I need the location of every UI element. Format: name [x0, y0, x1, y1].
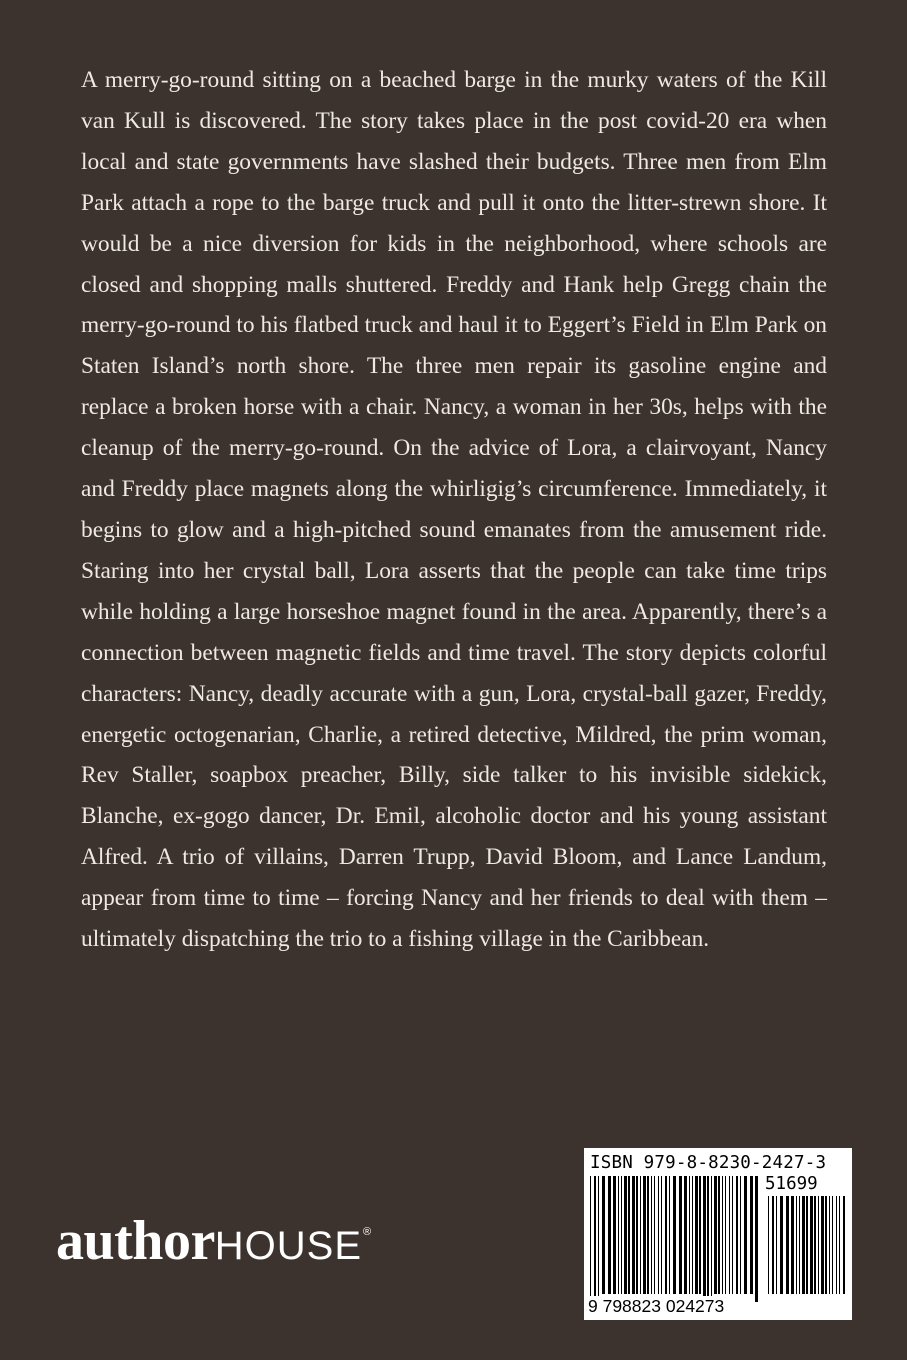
- barcode-bar: [632, 1176, 635, 1294]
- barcode-bar: [658, 1176, 659, 1294]
- barcode-bar: [843, 1196, 845, 1294]
- barcode-bar: [806, 1196, 808, 1294]
- barcode-bar: [590, 1176, 591, 1302]
- barcode-bar: [799, 1196, 800, 1294]
- barcode-bar: [643, 1176, 646, 1294]
- barcode-bar: [684, 1176, 687, 1294]
- barcode-bar: [722, 1176, 723, 1294]
- barcode-bar: [602, 1176, 605, 1294]
- barcode-bar: [647, 1176, 649, 1294]
- barcode-bar: [699, 1176, 701, 1294]
- barcode-bar: [750, 1176, 753, 1294]
- barcode-bar: [711, 1176, 712, 1302]
- barcode-bar: [665, 1176, 667, 1294]
- barcode-bar: [703, 1176, 706, 1302]
- barcode-bar: [618, 1176, 619, 1294]
- publisher-logo: [56, 1210, 372, 1272]
- barcode-bar: [818, 1196, 819, 1294]
- barcode-bar: [810, 1196, 813, 1294]
- barcode-bar: [695, 1176, 698, 1294]
- barcode-bar: [829, 1196, 830, 1294]
- barcode-bar: [651, 1176, 652, 1294]
- barcode-bar: [740, 1176, 741, 1294]
- barcode-bar: [744, 1176, 747, 1294]
- barcode-bar: [692, 1176, 693, 1294]
- publisher-logo-author: author: [56, 1210, 215, 1272]
- barcode-digits: 9 798823 024273: [588, 1296, 725, 1316]
- back-cover-blurb: A merry-go-round sitting on a beached barge in the murky waters of the Kill van Kull is discovered. The story takes place in the post covid-20 era when local and state governments have slashed their budgets. Three men from Elm Park attach a rope to the barge truck and pull it onto the litter-strewn shore. It would be a nice diversion for kids in the neighborhood, where schools are closed and shopping malls shuttered. Freddy and Hank help Gregg chain the merry-go-round to his flatbed truck and haul it to Eggert’s Field in Elm Park on Staten Island’s north shore. The three men repair its gasoline engine and replace a broken horse with a chair. Nancy, a woman in her 30s, helps with the cleanup of the merry-go-round. On the advice of Lora, a clairvoyant, Nancy and Freddy place magnets along the whirligig’s circumference. Immediately, it begins to glow and a high-pitched sound emanates from the amusement ride. Staring into her crystal ball, Lora asserts that the people can take time trips while holding a large horseshoe magnet found in the area. Apparently, there’s a connection between magnetic fields and time travel. The story depicts colorful characters: Nancy, deadly accurate with a gun, Lora, crystal-ball gazer, Freddy, energetic octogenarian, Charlie, a retired detective, Mildred, the prim woman, Rev Staller, soapbox preacher, Billy, side talker to his invisible sidekick, Blanche, ex-gogo dancer, Dr. Emil, alcoholic doctor and his young assistant Alfred. A trio of villains, Darren Trupp, David Bloom, and Lance Landum, appear from time to time – forcing Nancy and her friends to deal with them –ultimately dispatching the trio to a fishing village in the Caribbean.: [81, 67, 827, 953]
- barcode-bar: [661, 1176, 662, 1294]
- barcode-bar: [707, 1176, 709, 1302]
- barcode-bar: [654, 1176, 655, 1294]
- barcode-bar: [689, 1176, 690, 1294]
- barcode-bar: [832, 1196, 833, 1294]
- barcode-bar: [673, 1176, 676, 1294]
- barcode-bar: [755, 1176, 758, 1302]
- barcode-bar: [628, 1176, 630, 1294]
- barcode-bar: [736, 1176, 738, 1294]
- barcode-bar: [836, 1196, 837, 1294]
- publisher-logo-house: HOUSE: [214, 1224, 363, 1268]
- isbn-barcode-panel: [584, 1148, 852, 1320]
- barcode-bar: [772, 1196, 774, 1294]
- barcode-bar: [821, 1196, 824, 1294]
- barcode-bar: [613, 1176, 616, 1294]
- barcode-bar: [636, 1176, 638, 1294]
- barcode-bar: [796, 1196, 797, 1294]
- barcode-bar: [718, 1176, 720, 1294]
- barcode-bar: [786, 1196, 789, 1294]
- barcode-bar: [725, 1176, 726, 1294]
- barcode-bar: [640, 1176, 641, 1294]
- barcode-bar: [608, 1176, 611, 1294]
- barcode-bar: [802, 1196, 805, 1294]
- barcode-bar: [814, 1196, 816, 1294]
- barcode-bar: [839, 1196, 840, 1294]
- barcode-bar: [825, 1196, 827, 1294]
- isbn-label: ISBN 979-8-8230-2427-3: [590, 1153, 827, 1173]
- barcode-bars: [584, 1148, 852, 1320]
- barcode-bar: [768, 1196, 769, 1294]
- barcode-bar: [780, 1196, 783, 1294]
- barcode-bar: [624, 1176, 627, 1294]
- barcode-bar: [679, 1176, 682, 1294]
- barcode-bar: [598, 1176, 599, 1302]
- barcode-bar: [791, 1196, 794, 1294]
- barcode-bar: [669, 1176, 670, 1294]
- registered-trademark-mark: ®: [363, 1226, 372, 1238]
- barcode-bar: [594, 1176, 596, 1302]
- barcode-bar: [776, 1196, 777, 1294]
- barcode-bar: [621, 1176, 622, 1294]
- barcode-bar: [714, 1176, 717, 1294]
- price-code: 51699: [765, 1174, 818, 1194]
- barcode-bar: [729, 1176, 730, 1294]
- barcode-bar: [732, 1176, 733, 1294]
